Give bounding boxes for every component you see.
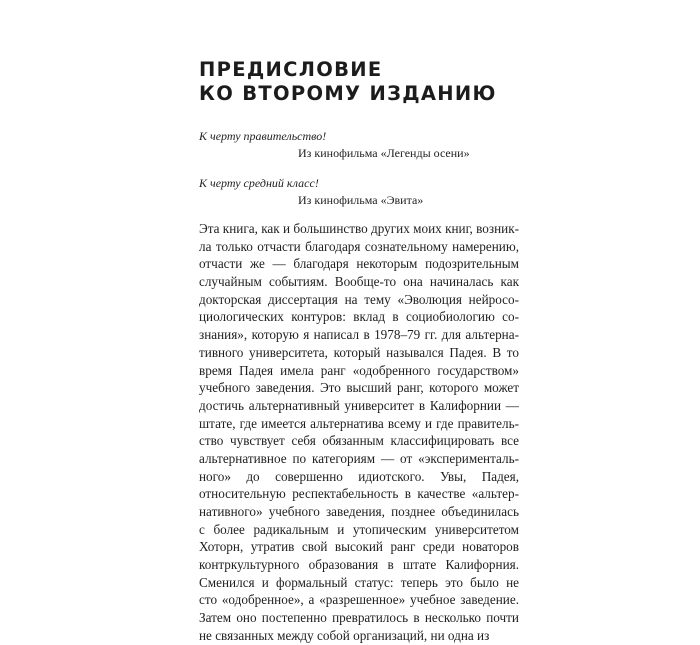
body-text-line: случайным событиям. Вообще-то она начиналась как xyxy=(199,274,519,290)
body-text-line: относительную респектабельность в качестве «альтер- xyxy=(199,486,519,502)
body-text-line: ство чувствует себя обязанным классифицировать все xyxy=(199,433,519,449)
body-text-line: контркультурного образования в штате Калифорния. xyxy=(199,557,519,573)
body-text-line: время Падея имела ранг «одобренного государством» xyxy=(199,362,519,378)
body-text-line: альтернативное по категориям — от «эксперименталь- xyxy=(199,450,519,466)
body-text-line: тивного университета, который назывался Падея. В то xyxy=(199,344,519,360)
body-text-line: ла только отчасти благодаря сознательному намерению, xyxy=(199,238,519,254)
epigraph-source-2: Из кинофильма «Эвита» xyxy=(298,193,424,207)
body-text-line: Затем оно постепенно превратилось в несколько почти xyxy=(199,610,519,626)
body-text-line: докторская диссертация на тему «Эволюция нейросо- xyxy=(199,291,519,307)
epigraph-quote-1: К черту правительство! xyxy=(199,129,327,143)
body-text-line: знания», которую я написал в 1978–79 гг. для альтерна- xyxy=(199,327,519,343)
chapter-heading-line-2: КО ВТОРОМУ ИЗДАНИЮ xyxy=(199,82,497,105)
body-text-line: сто «одобренное», а «разрешенное» учебное заведение. xyxy=(199,592,519,608)
body-text-line: ного» до совершенно идиотского. Увы, Падея, xyxy=(199,468,519,484)
epigraph-source-1: Из кинофильма «Легенды осени» xyxy=(298,146,470,160)
body-text xyxy=(199,220,519,645)
body-text-line: учебного заведения. Это высший ранг, которого может xyxy=(199,380,519,396)
chapter-heading-line-1: ПРЕДИСЛОВИЕ xyxy=(199,58,383,81)
chapter-heading xyxy=(199,58,559,106)
body-text-line: достичь альтернативный университет в Калифорнии — xyxy=(199,397,519,413)
body-text-line: штате, где имеется альтернатива всему и где правитель- xyxy=(199,415,519,431)
body-text-line: циологических контуров: вклад в социобиологию со- xyxy=(199,309,519,325)
epigraph-quote-2: К черту средний класс! xyxy=(199,176,319,190)
body-text-line: нативного» учебного заведения, позднее объединилась xyxy=(199,504,519,519)
body-text-line: не связанных между собой организаций, ни одна из xyxy=(199,627,490,643)
body-text-line: Эта книга, как и большинство других моих книг, возник- xyxy=(199,221,519,236)
body-text-line: Хоторн, утратив свой высокий ранг среди новаторов xyxy=(199,539,519,555)
body-text-line: с более радикальным и утопическим университетом xyxy=(199,521,519,537)
body-text-line: отчасти же — благодаря некоторым подозрительным xyxy=(199,256,519,272)
body-text-line: Сменился и формальный статус: теперь это было не xyxy=(199,574,519,590)
